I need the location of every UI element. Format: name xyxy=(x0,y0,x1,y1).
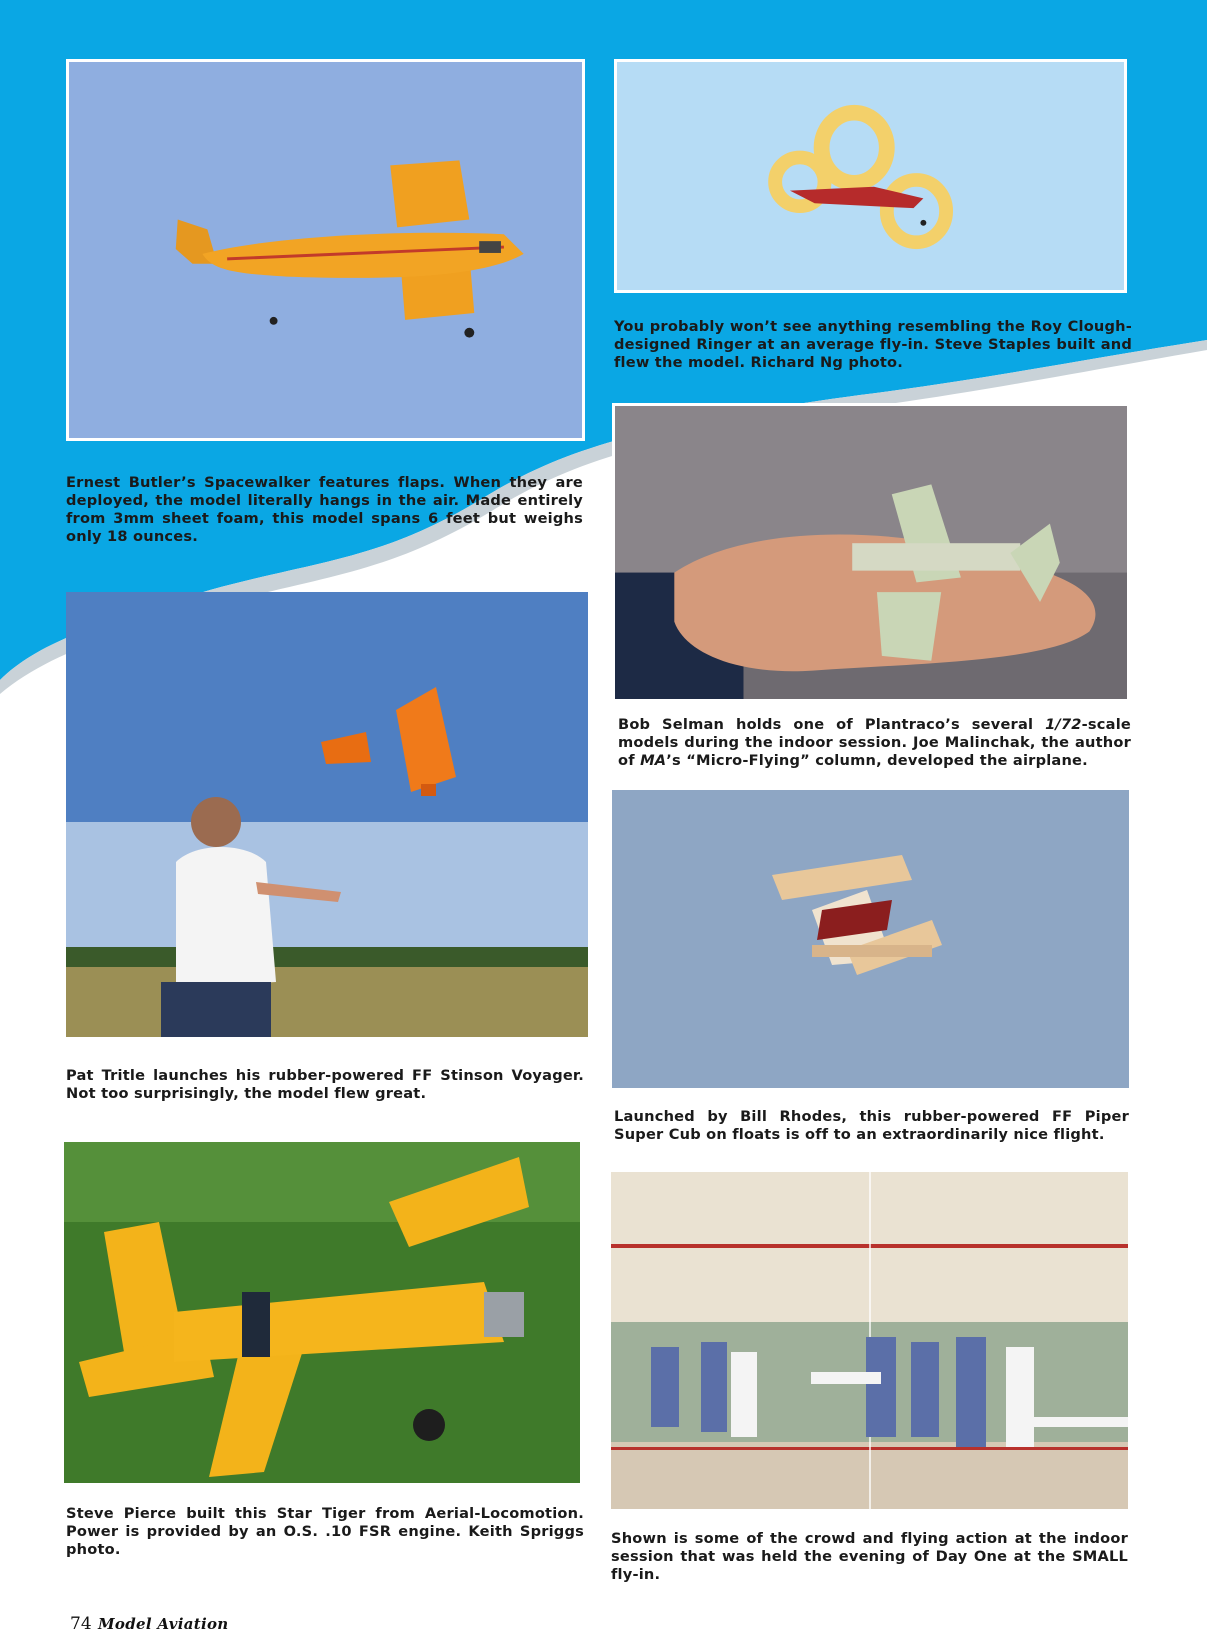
stinson-image xyxy=(66,592,588,1037)
spacewalker-image xyxy=(69,62,582,438)
caption-plantraco-part-b: -scale models during the indoor session. Joe Malinchak, the author of xyxy=(618,716,1131,769)
magazine-name: Model Aviation xyxy=(98,1615,229,1633)
caption-ringer: You probably won’t see anything resembling the Roy Clough-designed Ringer at an average fly-in. Steve Staples built and flew the model. Richard Ng photo. xyxy=(614,318,1132,371)
page-number: 74 xyxy=(70,1614,92,1634)
crowd-image xyxy=(611,1172,1128,1509)
photo-crowd xyxy=(611,1172,1128,1509)
ringer-image xyxy=(617,62,1124,290)
photo-ringer xyxy=(614,59,1127,293)
scale-fraction: 1/72 xyxy=(1045,716,1082,733)
caption-plantraco-part-a: Bob Selman holds one of Plantraco’s several xyxy=(618,716,1046,733)
photo-piper xyxy=(612,790,1129,1088)
caption-piper: Launched by Bill Rhodes, this rubber-powered FF Piper Super Cub on floats is off to an extraordinarily nice flight. xyxy=(614,1108,1129,1143)
caption-crowd: Shown is some of the crowd and flying action at the indoor session that was held the evening of Day One at the SMALL fly-in. xyxy=(611,1530,1128,1583)
piper-image xyxy=(612,790,1129,1088)
caption-plantraco xyxy=(618,716,1131,770)
photo-stinson xyxy=(66,592,588,1037)
caption-spacewalker: Ernest Butler’s Spacewalker features flaps. When they are deployed, the model literally hangs in the air. Made entirely from 3mm sheet foam, this model spans 6 feet but weighs only 18 ounces. xyxy=(66,474,583,545)
photo-startiger xyxy=(64,1142,580,1483)
caption-plantraco-part-c: ’s “Micro-Flying” column, developed the airplane. xyxy=(666,752,1088,769)
magazine-abbreviation: MA xyxy=(640,752,667,769)
startiger-image xyxy=(64,1142,580,1483)
photo-spacewalker xyxy=(66,59,585,441)
caption-stinson: Pat Tritle launches his rubber-powered FF Stinson Voyager. Not too surprisingly, the model flew great. xyxy=(66,1067,584,1102)
plantraco-image xyxy=(615,406,1127,699)
caption-startiger: Steve Pierce built this Star Tiger from Aerial-Locomotion. Power is provided by an O.S. .10 FSR engine. Keith Spriggs photo. xyxy=(66,1505,584,1558)
photo-plantraco xyxy=(612,403,1130,702)
